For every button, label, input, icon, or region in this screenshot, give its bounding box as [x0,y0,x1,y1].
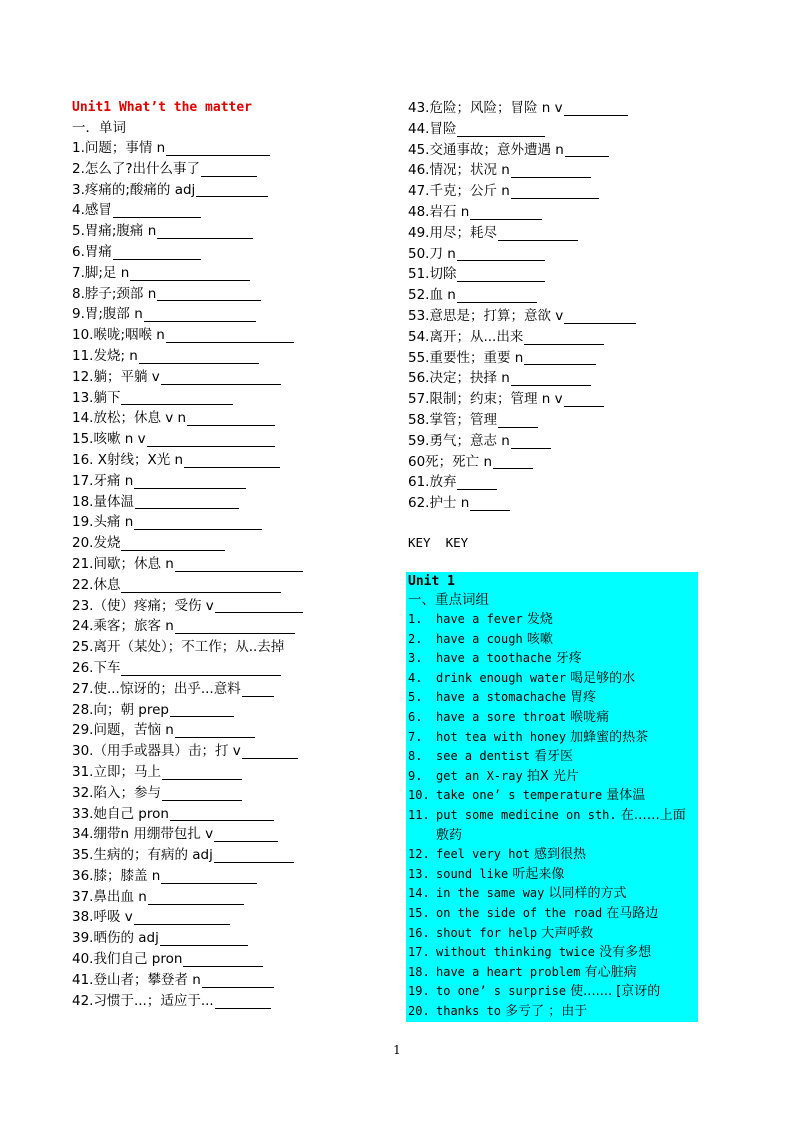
phrase-chinese: 牙疼 [551,651,582,667]
right-column [408,98,708,514]
answer-blank [121,536,225,551]
phrase-item [406,904,698,924]
vocab-item [72,138,392,159]
phrase-item [406,610,698,630]
vocab-item [72,471,392,492]
vocab-item [72,762,392,783]
phrase-number: 19. [408,984,430,999]
phrase-english: put some medicine on sth. [436,807,617,822]
phrase-english: to one’ s surprise [436,984,567,999]
answer-blank [214,827,278,842]
answer-blank [175,619,295,634]
key-label: KEY KEY [408,535,469,550]
vocab-item-text: 3.疼痛的;酸痛的 adj [72,181,196,198]
answer-blank [162,786,242,801]
phrase-chinese: 大声呼救 [537,925,594,941]
vocab-item [408,119,708,140]
vocab-list-right [408,98,708,514]
phrase-english: have a sore throat [436,709,567,724]
vocab-item [72,325,392,346]
vocab-item [408,389,708,410]
vocab-item-text: 21.间歇；休息 n [72,555,174,572]
vocab-item [72,221,392,242]
answer-blank [161,370,281,385]
vocab-item-text: 38.呼吸 v [72,909,133,926]
vocab-item-text: 2.怎么了?出什么事了 [72,160,201,177]
phrase-text [436,943,691,963]
phrase-chinese: 没有多想 [594,945,652,961]
vocab-item-text: 35.生病的；有病的 adj [72,847,213,864]
vocab-item-text: 32.陷入；参与 [72,784,161,801]
page-number: 1 [393,1043,401,1057]
answer-blank [470,205,542,220]
vocab-item-text: 37.鼻出血 n [72,888,147,905]
phrase-english: sound like [436,866,509,881]
vocab-item [408,431,708,452]
vocab-item-text: 50.刀 n [408,245,456,262]
vocab-item [72,804,392,825]
vocab-item [408,306,708,327]
answer-blank [493,454,533,469]
vocab-item-text: 57.限制；约束；管理 n v [408,391,563,408]
phrase-item [406,747,698,767]
vocab-item-text: 40.我们自己 pron [72,951,183,968]
phrase-number: 13. [408,866,430,881]
phrase-english: have a heart problem [436,964,581,979]
phrase-text [436,865,691,885]
phrase-english: have a cough [436,631,523,646]
answer-blank [121,390,233,405]
phrase-item [406,1002,698,1022]
vocab-item [72,907,392,928]
phrase-chinese: 看牙医 [529,749,574,765]
phrase-chinese: 加蜂蜜的热茶 [566,729,649,745]
vocab-item-text: 43.危险；风险；冒险 n v [408,100,563,116]
vocab-item-text: 9.胃;腹部 n [72,306,143,323]
phrase-text [436,845,691,865]
phrase-chinese: 在马路边 [602,905,659,921]
vocab-item [72,304,392,325]
phrase-item [406,884,698,904]
phrase-number: 5. [408,690,423,705]
vocab-item [72,783,392,804]
phrase-number: 17. [408,945,430,960]
vocab-item [72,575,392,596]
vocab-list-left [72,138,392,1011]
phrase-number: 8. [408,749,423,764]
vocab-item-text: 6.胃痛 [72,243,112,260]
phrase-text [436,630,691,650]
phrase-number: 16. [408,925,430,940]
answer-blank [157,286,261,301]
vocab-item [72,450,392,471]
phrase-chinese: 喉咙痛 [566,709,610,725]
vocab-item [72,824,392,845]
vocab-item [72,346,392,367]
phrase-text [436,963,691,983]
vocab-item-text: 28.向；朝 prep [72,701,169,718]
vocab-item-text: 27.使...惊讶的；出乎...意料 [72,680,241,697]
answer-blank [135,494,239,509]
vocab-item [72,658,392,679]
phrase-english: take one’ s temperature [436,788,603,803]
phrase-number: 11. [408,807,430,822]
answer-blank [564,392,604,407]
vocab-item [72,741,392,762]
phrase-item [406,630,698,650]
phrase-english: hot tea with honey [436,729,567,744]
vocab-item [72,866,392,887]
answer-blank [170,702,234,717]
phrase-chinese: 听起来像 [508,866,565,882]
vocab-item-text: 29.问题，苦恼 n [72,722,174,739]
answer-blank [196,182,268,197]
phrase-item [406,786,698,806]
phrase-text [436,806,691,845]
vocab-item [72,242,392,263]
phrase-text [436,786,691,806]
vocab-item-text: 7.脚;足 n [72,264,130,281]
vocab-item-text: 52.血 n [408,287,456,304]
phrase-number: 4. [408,670,423,685]
phrase-text [436,610,691,630]
vocab-item-text: 59.勇气；意志 n [408,432,510,449]
phrase-chinese: 使....... [京讶的 [566,984,661,1000]
vocab-item-text: 60死；死亡 n [408,453,493,470]
phrase-text [436,884,691,904]
phrase-item [406,845,698,865]
vocab-item-text: 51.切除 [408,266,457,283]
vocab-item [408,368,708,389]
vocab-item [72,887,392,908]
vocab-item [72,200,392,221]
phrase-text [436,688,691,708]
answer-blank [183,952,263,967]
phrase-chinese: 咳嗽 [522,631,553,647]
phrase-number: 12. [408,847,430,862]
vocab-item-text: 18.量体温 [72,493,134,510]
answer-blank [139,349,259,364]
answer-blank [134,474,246,489]
vocab-item [72,845,392,866]
answer-blank [457,246,545,261]
phrase-english: feel very hot [436,847,530,862]
vocab-item-text: 45.交通事故；意外遭遇 n [408,141,564,158]
phrase-number: 15. [408,905,430,920]
phrase-item [406,943,698,963]
answer-blank [134,515,262,530]
vocab-item-text: 56.决定；抉择 n [408,370,510,387]
vocab-item [72,512,392,533]
vocab-item [72,637,392,658]
phrase-number: 2. [408,631,423,646]
phrase-chinese: 量体温 [602,788,646,804]
phrase-number: 1. [408,612,423,626]
phrase-list [406,610,698,1021]
vocab-item [72,408,392,429]
vocab-item-text: 41.登山者；攀登者 n [72,971,201,988]
answer-blank [242,682,274,697]
unit-title: Unit1 What’t the matter [72,100,253,115]
phrase-text [436,669,691,689]
vocab-item [408,327,708,348]
answer-blank [564,309,636,324]
phrase-item [406,669,698,689]
phrase-chinese: 发烧 [522,612,553,627]
answer-blank [524,330,604,345]
answer-blank [175,723,255,738]
vocab-item-text: 39.晒伤的 adj [72,930,159,947]
vocab-item [72,949,392,970]
vocab-item-text: 23.（使）疼痛；受伤 v [72,597,214,614]
vocab-item-text: 61.放弃 [408,474,457,491]
vocab-item [408,181,708,202]
answer-blank [166,328,294,343]
vocab-item-text: 49.用尽；耗尽 [408,224,497,241]
vocab-item-text: 12.躺；平躺 v [72,368,160,385]
answer-blank [202,973,274,988]
vocab-item-text: 30.（用手或器具）击；打 v [72,743,241,760]
vocab-item-text: 33.她自己 pron [72,805,169,822]
vocab-item-text: 24.乘客；旅客 n [72,618,174,635]
vocab-item-text: 5.胃痛;腹痛 n [72,223,157,240]
vocab-item-text: 26.下车 [72,659,121,676]
phrase-number: 6. [408,709,423,724]
vocab-item-text: 4.感冒 [72,202,112,219]
vocab-item-text: 22.休息 [72,576,121,593]
phrase-item [406,982,698,1002]
answer-blank [457,288,537,303]
vocab-item-text: 48.岩石 n [408,203,470,220]
answer-blank [130,266,250,281]
phrase-text [436,924,691,944]
answer-blank [457,475,497,490]
phrase-text [436,904,691,924]
answer-blank [511,371,591,386]
phrase-english: in the same way [436,886,545,901]
answer-blank [121,578,281,593]
phrase-text [436,982,691,1002]
vocab-item [72,284,392,305]
phrase-english: without thinking twice [436,945,595,960]
answer-blank [201,162,257,177]
answer-blank [524,350,596,365]
vocab-item [72,388,392,409]
phrase-text [436,1002,691,1022]
answer-blank [147,432,275,447]
vocab-item [72,263,392,284]
vocab-item [72,554,392,575]
answer-blank [166,141,270,156]
phrase-number: 9. [408,768,423,783]
vocab-item-text: 11.发烧; n [72,347,138,364]
phrase-number: 14. [408,886,430,901]
answer-blank [511,184,599,199]
vocab-item-text: 8.脖子;颈部 n [72,285,157,302]
vocab-item-text: 31.立即；马上 [72,763,161,780]
key-unit-title: Unit 1 [408,574,455,589]
vocab-item [72,596,392,617]
vocab-item [72,720,392,741]
vocab-item [408,140,708,161]
phrase-text [436,747,691,767]
vocab-item-text: 54.离开；从...出来 [408,328,524,345]
phrase-chinese: 以同样的方式 [544,886,627,902]
phrase-number: 20. [408,1003,430,1018]
answer-blank [113,203,201,218]
answer-blank [457,122,545,137]
phrase-chinese: 在……上面敷药 [436,807,686,843]
vocab-item [72,429,392,450]
vocab-item [408,98,708,119]
answer-blank [498,226,578,241]
vocab-item [408,472,708,493]
phrase-text [436,708,691,728]
answer-blank [187,411,275,426]
phrase-chinese: 喝足够的水 [566,670,636,686]
answer-blank [470,496,510,511]
vocab-item [408,452,708,473]
phrase-text [436,767,691,787]
answer-blank [511,163,591,178]
vocab-item-text: 19.头痛 n [72,514,134,531]
phrase-english: have a stomachache [436,690,567,705]
answer-blank [242,744,298,759]
vocab-section-heading: 一．单词 [72,120,126,136]
vocab-item [72,492,392,513]
phrase-english: shout for help [436,925,538,940]
key-section-heading: 一、重点词组 [408,592,489,608]
vocab-item-text: 13.躺下 [72,389,121,406]
answer-blank [161,869,257,884]
vocab-item [408,160,708,181]
phrase-item [406,688,698,708]
vocab-item-text: 58.掌管；管理 [408,411,497,428]
phrase-chinese: 感到很热 [529,847,587,863]
answer-blank [457,267,545,282]
answer-blank [160,931,248,946]
vocab-item [72,928,392,949]
vocab-item-text: 55.重要性；重要 n [408,349,524,366]
answer-blank [565,142,609,157]
phrase-english: have a toothache [436,651,552,666]
answer-blank [157,224,253,239]
left-column [72,98,392,1011]
phrase-item [406,728,698,748]
phrase-chinese: 拍X 光片 [522,768,579,784]
vocab-item [408,264,708,285]
phrase-english: get an X-ray [436,768,523,783]
vocab-item [72,616,392,637]
phrase-text [436,649,691,669]
vocab-item [72,159,392,180]
phrase-item [406,865,698,885]
answer-blank [134,910,230,925]
answer-blank [184,453,280,468]
phrase-item [406,649,698,669]
vocab-item [408,202,708,223]
phrase-number: 7. [408,729,423,744]
phrase-english: thanks to [436,1003,502,1018]
answer-blank [113,245,201,260]
answer-blank [215,598,303,613]
answer-key-box [406,572,698,1022]
vocab-item [72,367,392,388]
phrase-number: 3. [408,651,423,666]
vocab-item-text: 25.离开（某处）；不工作；从..去掉 [72,639,285,656]
phrase-item [406,963,698,983]
vocab-item-text: 46.情况；状况 n [408,162,510,179]
vocab-item-text: 44.冒险 [408,120,457,137]
phrase-item [406,924,698,944]
vocab-item-text: 14.放松；休息 v n [72,410,187,427]
answer-blank [175,557,303,572]
vocab-item [408,348,708,369]
phrase-item [406,767,698,787]
phrase-text [436,728,691,748]
vocab-item-text: 15.咳嗽 n v [72,431,146,448]
answer-blank [148,890,244,905]
vocab-item-text: 53.意思是；打算；意欲 v [408,307,564,324]
vocab-item-text: 42.习惯于...；适应于... [72,992,214,1009]
answer-blank [121,661,281,676]
vocab-item-text: 34.绷带n 用绷带包扎 v [72,826,214,843]
vocab-item [408,410,708,431]
vocab-item-text: 1.问题；事情 n [72,140,166,156]
phrase-english: on the side of the road [436,905,603,920]
phrase-number: 18. [408,964,430,979]
vocab-item [72,180,392,201]
vocab-item [72,991,392,1012]
vocab-item [72,970,392,991]
vocab-item-text: 36.膝；膝盖 n [72,867,161,884]
phrase-chinese: 胃疼 [566,690,597,706]
phrase-english: have a fever [436,612,523,626]
vocab-item [72,700,392,721]
answer-blank [170,806,274,821]
vocab-item [408,244,708,265]
vocab-item-text: 20.发烧 [72,535,121,552]
answer-blank [564,101,628,116]
vocab-item [408,223,708,244]
phrase-number: 10. [408,788,430,803]
phrase-item [406,708,698,728]
vocab-item [72,533,392,554]
answer-blank [498,413,538,428]
vocab-item [408,285,708,306]
vocab-item [408,493,708,514]
phrase-chinese: 多亏了 ；由于 [501,1003,588,1019]
vocab-item [72,679,392,700]
answer-blank [215,994,271,1009]
answer-blank [214,848,294,863]
phrase-english: drink enough water [436,670,567,685]
vocab-item-text: 16. X射线；X光 n [72,451,184,468]
answer-blank [162,765,242,780]
phrase-chinese: 有心脏病 [580,964,637,980]
vocab-item-text: 10.喉咙;咽喉 n [72,327,165,344]
answer-blank [511,434,551,449]
vocab-item-text: 17.牙痛 n [72,472,134,489]
vocab-item-text: 47.千克；公斤 n [408,183,510,200]
vocab-item-text: 62.护士 n [408,495,470,512]
phrase-item [406,806,698,845]
answer-blank [144,307,256,322]
phrase-english: see a dentist [436,749,530,764]
